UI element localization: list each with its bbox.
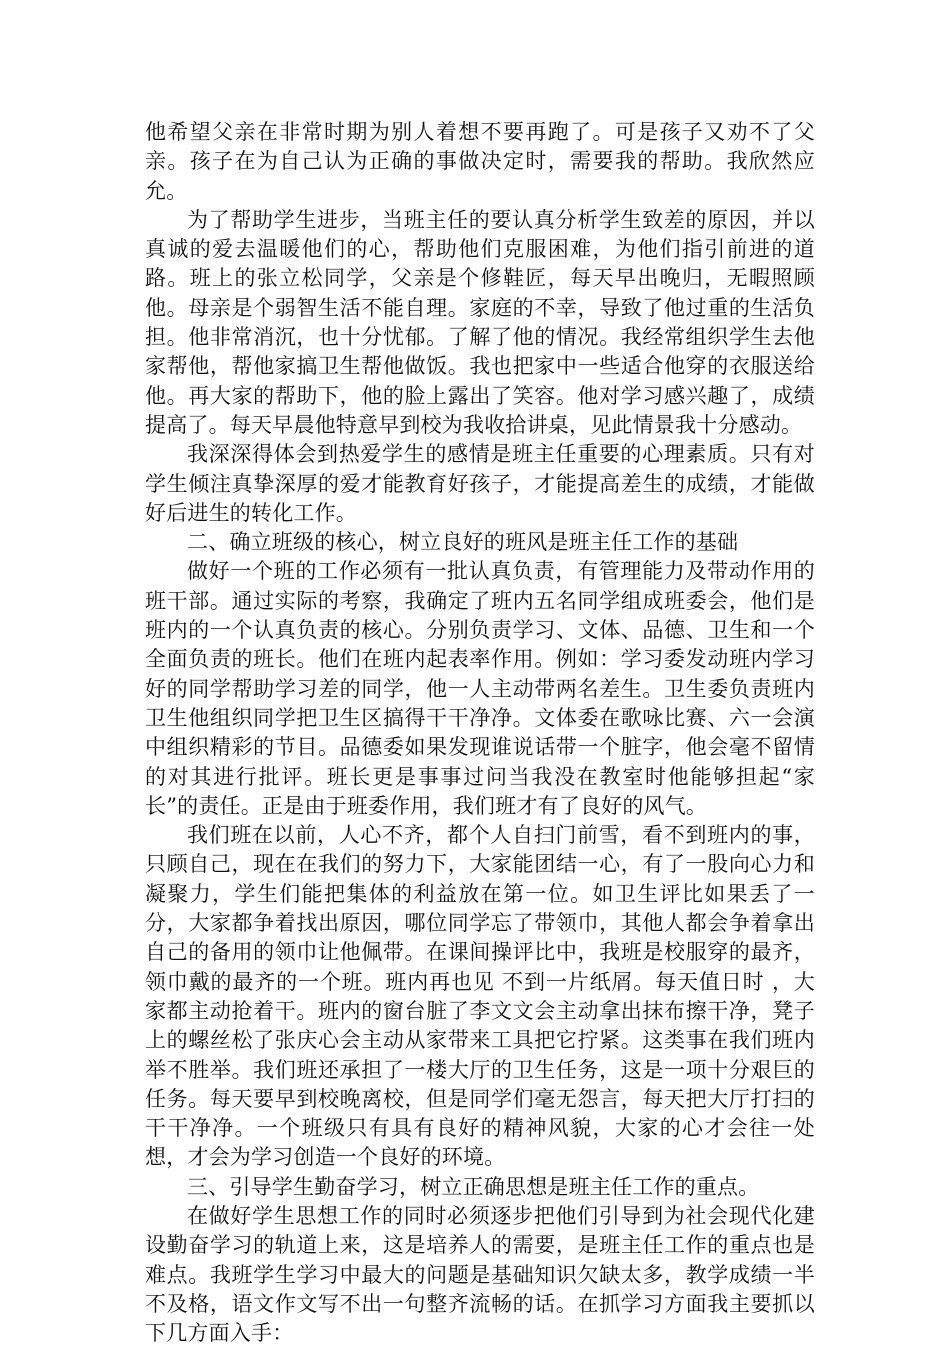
document-body bbox=[145, 118, 815, 1348]
section-heading-two: 二、确立班级的核心，树立良好的班风是班主任工作的基础 bbox=[187, 530, 739, 555]
paragraph-class-committee: 做好一个班的工作必须有一批认真负责，有管理能力及带动作用的班干部。通过实际的考察，我确定了班内五名同学组成班委会，他们是班内的一个认真负责的核心。分别负责学习、文体、品德、卫生和一个全面负责的班长。他们在班内起表率作用。例如：学习委发动班内学习好的同学帮助学习差的同学，他一人主动带两名差生。卫生委负责班内卫生他组织同学把卫生区搞得干干净净。文体委在歌咏比赛、六一会演中组织精彩的节目。品德委如果发现谁说话带一个脏字，他会毫不留情的对其进行批评。班长更是事事过问当我没在教室时他能够担起“家长”的责任。正是由于班委作用，我们班才有了良好的风气。 bbox=[145, 559, 815, 818]
section-heading-three: 三、引导学生勤奋学习，树立正确思想是班主任工作的重点。 bbox=[187, 1174, 760, 1199]
paragraph-helping-students: 为了帮助学生进步，当班主任的要认真分析学生致差的原因，并以真诚的爱去温暖他们的心，帮助他们克服困难，为他们指引前进的道路。班上的张立松同学，父亲是个修鞋匠，每天早出晚归，无暇照顾他。母亲是个弱智生活不能自理。家庭的不幸，导致了他过重的生活负担。他非常消沉，也十分忧郁。了解了他的情况。我经常组织学生去他家帮他，帮他家搞卫生帮他做饭。我也把家中一些适合他穿的衣服送给他。再大家的帮助下，他的脸上露出了笑容。他对学习感兴趣了，成绩提高了。每天早晨他特意早到校为我收拾讲桌，见此情景我十分感动。 bbox=[145, 207, 815, 437]
paragraph-reflection: 我深深得体会到热爱学生的感情是班主任重要的心理素质。只有对学生倾注真挚深厚的爱才能教育好孩子，才能提高差生的成绩，才能做好后进生的转化工作。 bbox=[145, 442, 815, 525]
paragraph-class-unity: 我们班在以前，人心不齐，都个人自扫门前雪，看不到班内的事，只顾自己，现在在我们的努力下，大家能团结一心，有了一股向心力和凝聚力，学生们能把集体的利益放在第一位。如卫生评比如果丢了一分，大家都争着找出原因，哪位同学忘了带领巾，其他人都会争着拿出自己的备用的领巾让他佩带。在课间操评比中，我班是校服穿的最齐，领巾戴的最齐的一个班。班内再也见 不到一片纸屑。每天值日时 ，大家都主动抢着干。班内的窗台脏了李文文会主动拿出抹布擦干净，凳子上的螺丝松了张庆心会主动从家带来工具把它拧紧。这类事在我们班内举不胜举。我们班还承担了一楼大厅的卫生任务，这是一项十分艰巨的任务。每天要早到校晚离校，但是同学们毫无怨言，每天把大厅打扫的干干净净。一个班级只有具有良好的精神风貌，大家的心才会往一处想，才会为学习创造一个良好的环境。 bbox=[145, 823, 815, 1170]
paragraph-study-guidance: 在做好学生思想工作的同时必须逐步把他们引导到为社会现代化建设勤奋学习的轨道上来，这是培养人的需要，是班主任工作的重点也是难点。我班学生学习中最大的问题是基础知识欠缺太多，教学成绩一半不及格，语文作文写不出一句整齐流畅的话。在抓学习方面我主要抓以下几方面入手： bbox=[145, 1203, 815, 1346]
paragraph-continuation: 他希望父亲在非常时期为别人着想不要再跑了。可是孩子又劝不了父亲。孩子在为自己认为正确的事做决定时，需要我的帮助。我欣然应允。 bbox=[145, 120, 815, 203]
